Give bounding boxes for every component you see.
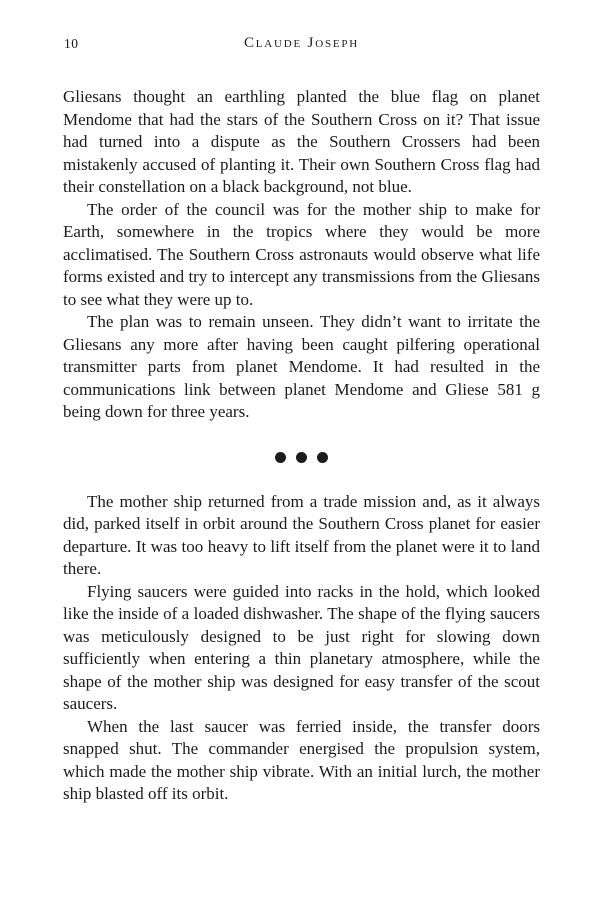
paragraph: The plan was to remain unseen. They didn’t want to irritate the Gliesans any more after having been caught pilfering operational transmitter parts from planet Mendome. It had resulted in the communications link between planet Mendome and Gliese 581 g being down for three years.: [63, 312, 540, 421]
page-number: 10: [64, 36, 79, 51]
paragraph: When the last saucer was ferried inside, the transfer doors snapped shut. The commander energised the propulsion system, which made the mother ship vibrate. With an initial lurch, the mother ship blasted off its orbit.: [63, 716, 540, 803]
paragraph: The order of the council was for the mother ship to make for Earth, somewhere in the tropics where they would be more acclimatised. The Southern Cross astronauts would observe what life forms existed and try to intercept any transmissions from the Gliesans to see what they were up to.: [63, 199, 540, 309]
running-header: [63, 35, 540, 53]
running-title: Claude Joseph: [243, 35, 360, 51]
dot-icon: [296, 452, 307, 463]
paragraph: Gliesans thought an earthling planted the blue flag on planet Mendome that had the stars of the Southern Cross on it? That issue had turned into a dispute as the Southern Crossers had been mistakenly accused of planting it. Their own Southern Cross flag had their constellation on a black background, not blue.: [63, 87, 540, 196]
section-break-dots-icon: [63, 424, 540, 491]
dot-icon: [275, 452, 286, 463]
paragraph: The mother ship returned from a trade mission and, as it always did, parked itself in orbit around the Southern Cross planet for easier departure. It was too heavy to lift itself from the planet were it to land there.: [63, 491, 540, 578]
dot-icon: [317, 452, 328, 463]
body-text: [63, 86, 540, 806]
paragraph: Flying saucers were guided into racks in the hold, which looked like the inside of a loaded dishwasher. The shape of the flying saucers was meticulously designed to be just right for slowing down sufficiently when entering a thin planetary atmosphere, while the shape of the mother ship was designed for easy transfer of the scout saucers.: [63, 581, 540, 713]
